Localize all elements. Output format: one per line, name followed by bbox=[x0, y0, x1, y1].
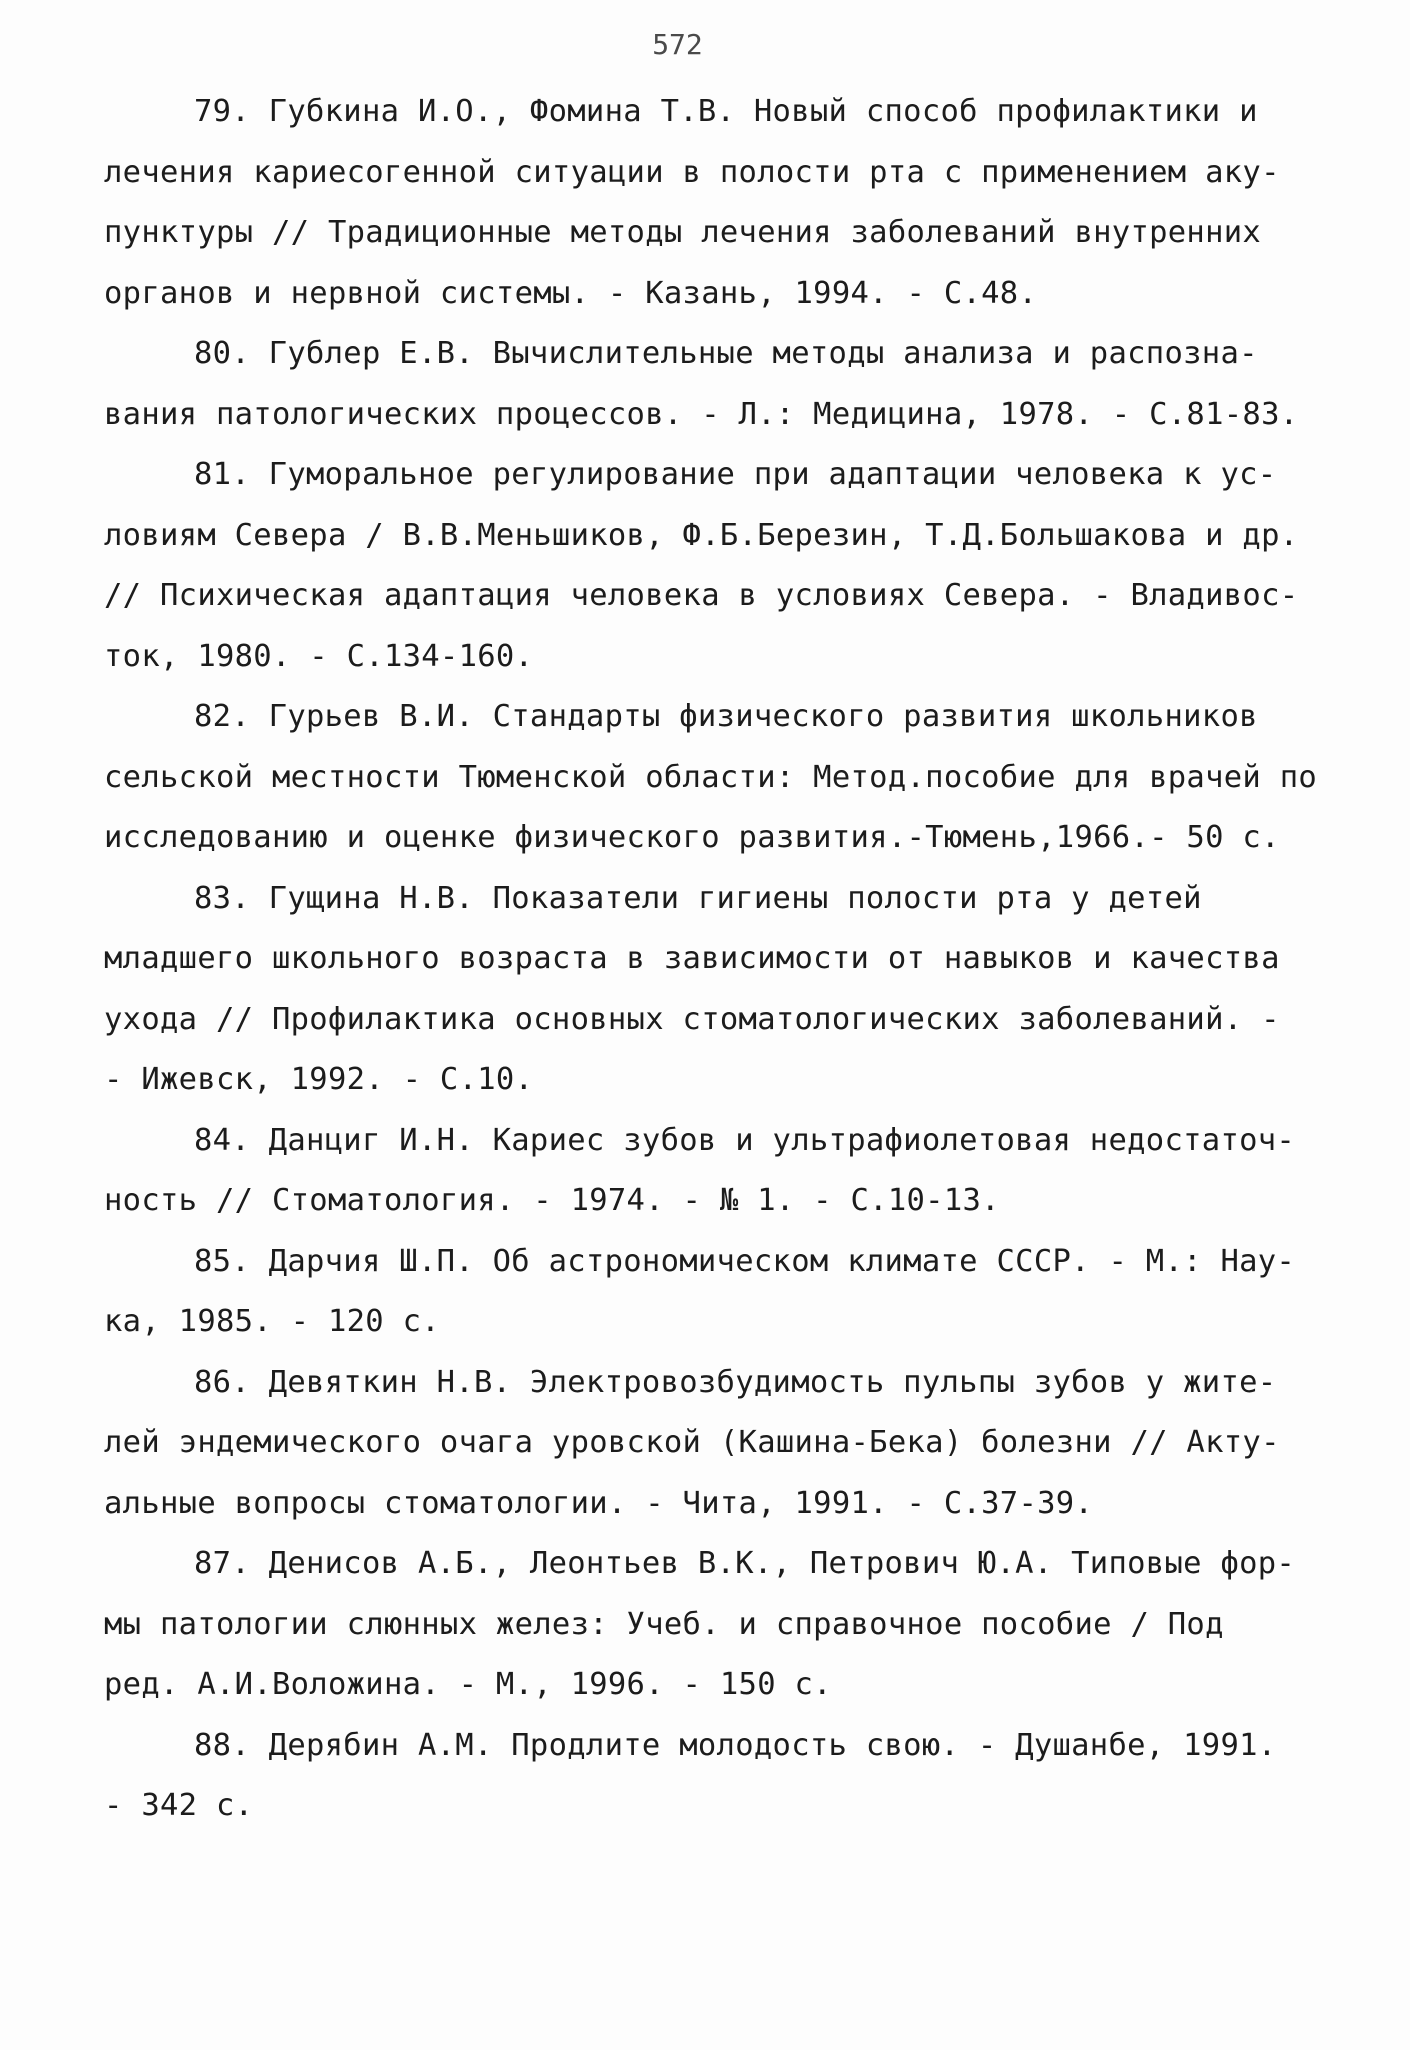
entry-line: 82. Гурьев В.И. Стандарты физического развития школьников bbox=[194, 699, 1258, 734]
entry-line: 84. Данциг И.Н. Кариес зубов и ультрафиолетовая недостаточ- bbox=[194, 1122, 1296, 1158]
entry-line: 79. Губкина И.О., Фомина Т.В. Новый способ профилактики и bbox=[194, 94, 1258, 129]
entry-line: - 342 с. bbox=[104, 1788, 254, 1823]
bibliography-entry bbox=[104, 1534, 1314, 1716]
bibliography-entry bbox=[104, 1716, 1314, 1837]
bibliography-entry bbox=[104, 687, 1318, 869]
entry-line: ность // Стоматология. - 1974. - № 1. - С.10-13. bbox=[104, 1183, 1000, 1218]
entry-line: 88. Дерябин А.М. Продлите молодость свою. - Душанбе, 1991. bbox=[194, 1727, 1277, 1763]
entry-line: пунктуры // Традиционные методы лечения заболеваний внутренних bbox=[104, 215, 1262, 250]
bibliography-list bbox=[104, 82, 1318, 1837]
entry-line: младшего школьного возраста в зависимости от навыков и качества bbox=[104, 941, 1280, 976]
entry-line: 86. Девяткин Н.В. Электровозбудимость пульпы зубов у жите- bbox=[194, 1364, 1277, 1400]
bibliography-entry bbox=[104, 869, 1314, 1111]
bibliography-entry bbox=[104, 1232, 1314, 1353]
entry-line: сельской местности Тюменской области: Метод.пособие для врачей по bbox=[104, 759, 1318, 795]
bibliography-entry bbox=[104, 1111, 1314, 1232]
entry-line: лей эндемического очага уровской (Кашина-Бека) болезни // Акту- bbox=[104, 1425, 1280, 1460]
entry-line: органов и нервной системы. - Казань, 1994. - С.48. bbox=[104, 275, 1038, 311]
entry-line: 87. Денисов А.Б., Леонтьев В.К., Петрович Ю.А. Типовые фор- bbox=[194, 1546, 1296, 1581]
entry-line: 85. Дарчия Ш.П. Об астрономическом климате СССР. - М.: Нау- bbox=[194, 1243, 1296, 1279]
entry-line: исследованию и оценке физического развития.-Тюмень,1966.- 50 с. bbox=[104, 820, 1280, 855]
entry-line: ловиям Севера / В.В.Меньшиков, Ф.Б.Березин, Т.Д.Большакова и др. bbox=[104, 517, 1299, 553]
entry-line: 80. Гублер Е.В. Вычислительные методы анализа и распозна- bbox=[194, 336, 1258, 371]
entry-line: ухода // Профилактика основных стоматологических заболеваний. - bbox=[104, 1001, 1280, 1037]
bibliography-entry bbox=[104, 445, 1314, 687]
entry-line: 81. Гуморальное регулирование при адаптации человека к ус- bbox=[194, 457, 1277, 492]
entry-line: ка, 1985. - 120 с. bbox=[104, 1304, 440, 1339]
page-number: 572 bbox=[652, 28, 703, 61]
entry-line: 83. Гущина Н.В. Показатели гигиены полости рта у детей bbox=[194, 880, 1202, 916]
entry-line: альные вопросы стоматологии. - Чита, 1991. - С.37-39. bbox=[104, 1485, 1094, 1521]
entry-line: вания патологических процессов. - Л.: Медицина, 1978. - С.81-83. bbox=[104, 396, 1299, 432]
entry-line: ток, 1980. - С.134-160. bbox=[104, 638, 534, 674]
bibliography-entry bbox=[104, 324, 1314, 445]
entry-line: ред. А.И.Воложина. - М., 1996. - 150 с. bbox=[104, 1667, 832, 1702]
bibliography-entry bbox=[104, 82, 1314, 324]
entry-line: мы патологии слюнных желез: Учеб. и справочное пособие / Под bbox=[104, 1606, 1224, 1642]
bibliography-entry bbox=[104, 1353, 1314, 1535]
entry-line: // Психическая адаптация человека в условиях Севера. - Владивос- bbox=[104, 578, 1299, 613]
entry-line: - Ижевск, 1992. - С.10. bbox=[104, 1062, 534, 1097]
entry-line: лечения кариесогенной ситуации в полости рта с применением аку- bbox=[104, 154, 1280, 190]
